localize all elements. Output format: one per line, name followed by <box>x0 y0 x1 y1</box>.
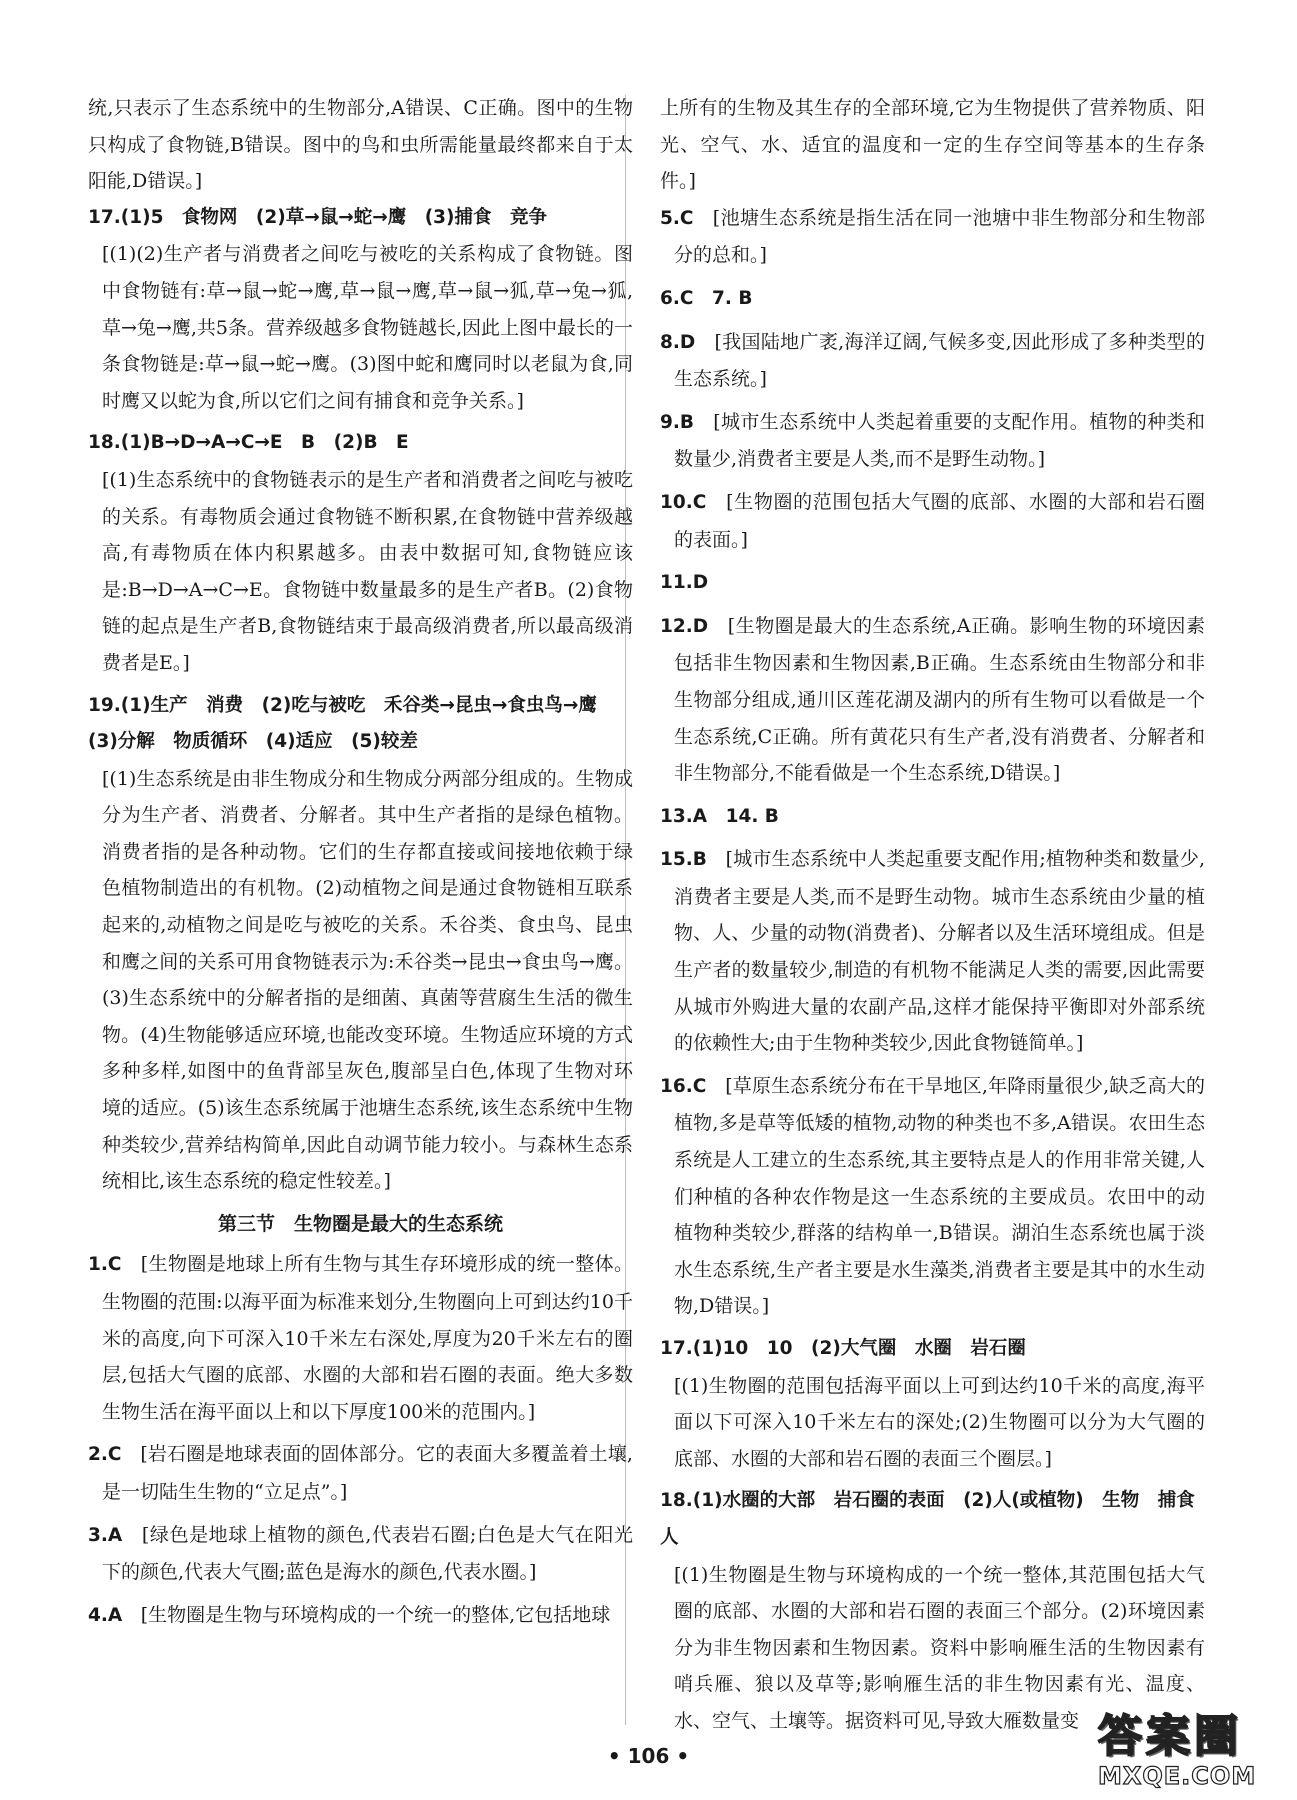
answer-item-12 <box>660 608 1205 792</box>
item-answer: A <box>107 1604 123 1626</box>
item-answer: C <box>107 1444 122 1466</box>
item-explanation: [绿色是地球上植物的颜色,代表岩石圈;白色是大气在阳光下的颜色,代表大气圈;蓝色是海水的颜色,代表水圈。] <box>102 1523 633 1584</box>
item-number: 6. <box>660 287 680 309</box>
answer-item-17 <box>88 200 633 420</box>
item-answer: C <box>692 491 707 513</box>
item-explanation: [(1)生态系统中的食物链表示的是生产者和消费者之间吃与被吃的关系。有毒物质会通过食物链不断积累,在食物链中营养级越高,有毒物质在体内积累越多。由表中数据可知,食物链应该是:B→D→A→C→E。食物链中数量最多的是生产者B。(2)食物链的起点是生产者B,食物链结束于最高级消费者,所以最高级消费者是E。] <box>102 468 633 674</box>
item-explanation: [生物圈是生物与环境构成的一个统一的整体,它包括地球 <box>140 1603 611 1626</box>
answer-item-3 <box>88 1517 633 1591</box>
answer-item-2 <box>88 1436 633 1510</box>
answer-item-9 <box>660 404 1205 478</box>
item-answer: (1)5 食物网 (2)草→鼠→蛇→鹰 (3)捕食 竞争 <box>120 206 548 228</box>
item-number: 16. <box>660 1075 693 1097</box>
answer-item-4 <box>88 1597 633 1635</box>
item-answer: A 14. B <box>692 805 779 827</box>
item-answer: B <box>692 849 707 871</box>
item-answer: C <box>679 207 694 229</box>
item-answer: (1)B→D→A→C→E B (2)B E <box>120 432 409 454</box>
item-answer: D <box>692 572 709 594</box>
item-number: 19. <box>88 694 121 716</box>
left-column <box>88 90 633 1640</box>
section-title: 第三节 生物圈是最大的生态系统 <box>217 1212 503 1235</box>
watermark-logo-text: 答案圈 <box>1098 1711 1242 1762</box>
item-answer: (1)水圈的大部 岩石圈的表面 (2)人(或植物) 生物 捕食 人 <box>660 1490 1214 1548</box>
item-explanation: [城市生态系统中人类起着重要的支配作用。植物的种类和数量少,消费者主要是人类,而不是野生动物。] <box>674 410 1205 471</box>
answer-item-6-7 <box>660 280 1205 318</box>
item-explanation: [生物圈是最大的生态系统,A正确。影响生物的环境因素包括非生物因素和生物因素,B正确。生态系统由生物部分和非生物部分组成,通川区莲花湖及湖内的所有生物可以看做是一个生态系统,C正确。所有黄花只有生产者,没有消费者、分解者和非生物部分,不能看做是一个生态系统,D错误。] <box>674 614 1205 785</box>
item-number: 4. <box>88 1604 108 1626</box>
item-explanation: [(1)生物圈是生物与环境构成的一个统一整体,其范围包括大气圈的底部、水圈的大部和岩石圈的表面三个部分。(2)环境因素分为非生物因素和生物因素。资料中影响雁生活的生物因素有哨兵雁、狼以及草等;影响雁生活的非生物因素有光、温度、水、空气、土壤等。据资料可见,导致大雁数量变 <box>674 1563 1205 1732</box>
answer-item-8 <box>660 324 1205 398</box>
item-number: 3. <box>88 1524 108 1546</box>
answer-item-1 <box>88 1246 633 1430</box>
answer-item-13-14 <box>660 798 1205 836</box>
item-answer: (1)10 10 (2)大气圈 水圈 岩石圈 <box>692 1338 1026 1359</box>
answer-item-11 <box>660 564 1205 602</box>
item-number: 18. <box>88 432 121 454</box>
item-answer: C <box>692 1075 707 1097</box>
item-explanation: [池塘生态系统是指生活在同一池塘中非生物部分和生物部分的总和。] <box>674 206 1205 267</box>
item-number: 18. <box>660 1490 693 1512</box>
answer-item-18 <box>660 1483 1214 1739</box>
item-number: 12. <box>660 615 693 637</box>
item-number: 13. <box>660 805 693 827</box>
item-number: 9. <box>660 411 680 433</box>
answer-item-17 <box>660 1331 1205 1477</box>
item-answer: A <box>107 1524 123 1546</box>
item-number: 17. <box>88 206 121 228</box>
item-answer: C 7. B <box>679 287 753 309</box>
item-explanation: [我国陆地广袤,海洋辽阔,气候多变,因此形成了多种类型的生态系统。] <box>674 330 1205 391</box>
item-number: 15. <box>660 849 693 871</box>
item-answer: C <box>107 1254 122 1276</box>
page-number: • 106 • <box>607 1744 690 1768</box>
item-number: 1. <box>88 1254 108 1276</box>
right-column <box>660 90 1214 1746</box>
item-answer: D <box>679 331 696 353</box>
answer-item-15 <box>660 841 1205 1062</box>
item-number: 8. <box>660 331 680 353</box>
answer-item-10 <box>660 484 1205 558</box>
item-explanation: [(1)生态系统是由非生物成分和生物成分两部分组成的。生物成分为生产者、消费者、分解者。其中生产者指的是绿色植物。消费者指的是各种动物。它们的生存都直接或间接地依赖于绿色植物制造出的有机物。(2)动植物之间是通过食物链相互联系起来的,动植物之间是吃与被吃的关系。禾谷类、食虫鸟、昆虫和鹰之间的关系可用食物链表示为:禾谷类→昆虫→食虫鸟→鹰。(3)生态系统中的分解者指的是细菌、真菌等营腐生生活的微生物。(4)生物能够适应环境,也能改变环境。生物适应环境的方式多种多样,如图中的鱼背部呈灰色,腹部呈白色,体现了生物对环境的适应。(5)该生态系统属于池塘生态系统,该生态系统中生物种类较少,营养结构简单,因此自动调节能力较小。与森林生态系统相比,该生态系统的稳定性较差。] <box>102 767 633 1193</box>
item-explanation: [生物圈的范围包括大气圈的底部、水圈的大部和岩石圈的表面。] <box>674 490 1205 551</box>
answer-item-19 <box>88 688 633 1200</box>
item-number: 11. <box>660 572 693 594</box>
item-number: 17. <box>660 1338 693 1359</box>
item-answer: (1)生产 消费 (2)吃与被吃 禾谷类→昆虫→食虫鸟→鹰 (3)分解 物质循环 (4)适应 (5)较差 <box>88 694 616 753</box>
answer-item-16 <box>660 1068 1205 1325</box>
item-explanation: [草原生态系统分布在干旱地区,年降雨量很少,缺乏高大的植物,多是草等低矮的植物,动物的种类也不多,A错误。农田生态系统是人工建立的生态系统,其主要特点是人的作用非常关键,人们种植的各种农作物是这一生态系统的主要成员。农田中的动植物种类较少,群落的结构单一,B错误。湖泊生态系统也属于淡水生态系统,生产者主要是水生藻类,消费者主要是其中的水生动物,D错误。] <box>674 1074 1205 1318</box>
item-number: 5. <box>660 207 680 229</box>
item-explanation: [城市生态系统中人类起重要支配作用;植物种类和数量少,消费者主要是人类,而不是野生动物。城市生态系统由少量的植物、人、少量的动物(消费者)、分解者以及生活环境组成。但是生产者的数量较少,制造的有机物不能满足人类的需要,因此需要从城市外购进大量的农副产品,这样才能保持平衡即对外部系统的依赖性大;由于生物种类较少,因此食物链简单。] <box>674 848 1205 1055</box>
answer-item-18 <box>88 425 633 681</box>
item-number: 2. <box>88 1444 108 1466</box>
item-answer: D <box>692 615 709 637</box>
item-number: 10. <box>660 491 693 513</box>
continuation-text: 统,只表示了生态系统中的生物部分,A错误、C正确。图中的生物只构成了食物链,B错误。图中的鸟和虫所需能量最终都来自于太阳能,D错误。] <box>88 97 633 193</box>
watermark-url: MXQE.COM <box>1098 1762 1257 1790</box>
item-explanation: [(1)生物圈的范围包括海平面以上可到达约10千米的高度,海平面以下可深入10千米左右的深处;(2)生物圈可以分为大气圈的底部、水圈的大部和岩石圈的表面三个圈层。] <box>674 1374 1205 1470</box>
continuation-text: 上所有的生物及其生存的全部环境,它为生物提供了营养物质、阳光、空气、水、适宜的温度和一定的生存空间等基本的生存条件。] <box>660 97 1205 193</box>
answer-item-5 <box>660 200 1205 274</box>
item-explanation: [(1)(2)生产者与消费者之间吃与被吃的关系构成了食物链。图中食物链有:草→鼠→蛇→鹰,草→鼠→鹰,草→鼠→狐,草→兔→狐,草→兔→鹰,共5条。营养级越多食物链越长,因此上图中最长的一条食物链是:草→鼠→蛇→鹰。(3)图中蛇和鹰同时以老鼠为食,同时鹰又以蛇为食,所以它们之间有捕食和竞争关系。] <box>102 243 634 412</box>
item-answer: B <box>679 411 695 433</box>
watermark-logo <box>1098 1712 1288 1794</box>
item-explanation: [生物圈是地球上所有生物与其生存环境形成的统一整体。生物圈的范围:以海平面为标准来划分,生物圈向上可到达约10千米的高度,向下可深入10千米左右深处,厚度为20千米左右的圈层,包括大气圈的底部、水圈的大部和岩石圈的表面。绝大多数生物生活在海平面以上和以下厚度100米的范围内。] <box>102 1253 633 1423</box>
item-explanation: [岩石圈是地球表面的固体部分。它的表面大多覆盖着土壤,是一切陆生生物的“立足点”。] <box>102 1443 633 1503</box>
